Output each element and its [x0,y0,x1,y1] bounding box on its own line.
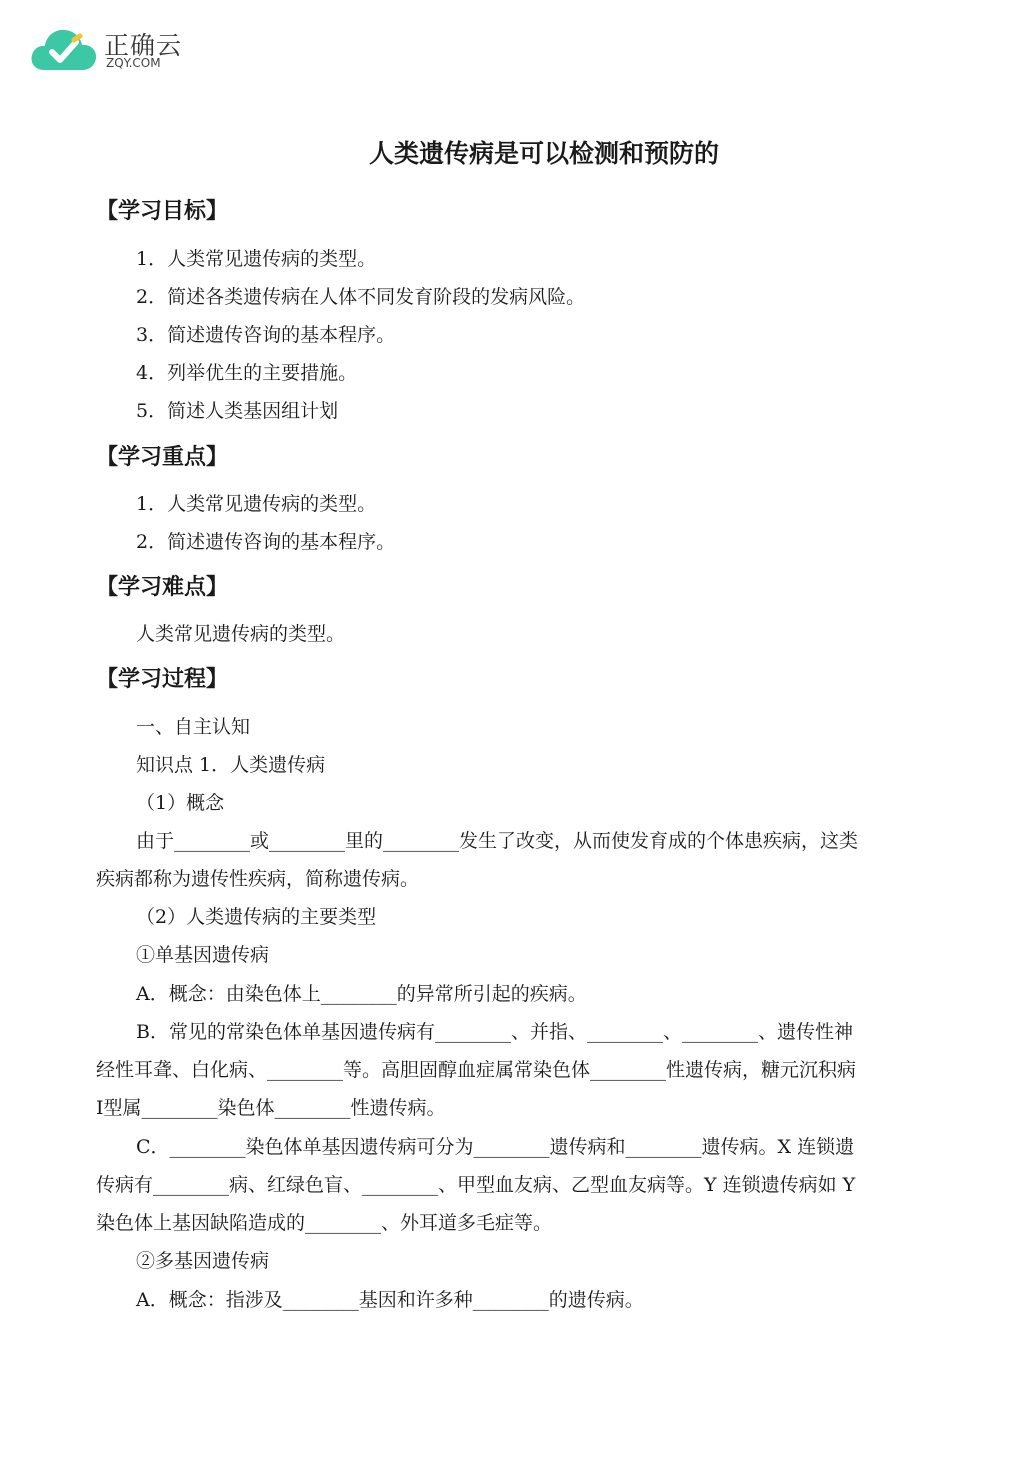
single-gene-b-line: B．常见的常染色体单基因遗传病有________、并指、________、________、遗传性神 [136,1021,853,1043]
section-difficulties: 【学习难点】 [96,575,229,600]
logo-domain: ZQY.COM [106,56,161,70]
logo-name: 正确云 [104,31,183,60]
difficulty-item: 人类常见遗传病的类型。 [136,623,346,645]
types-heading: （2）人类遗传病的主要类型 [136,906,377,928]
part-heading: 一、自主认知 [136,716,251,738]
section-key-points: 【学习重点】 [96,445,229,470]
concept-heading: （1）概念 [136,792,225,814]
objective-item: 3．简述遗传咨询的基本程序。 [136,324,396,346]
key-point-item: 1．人类常见遗传病的类型。 [136,493,377,515]
single-gene-a: A．概念：由染色体上________的异常所引起的疾病。 [136,983,587,1005]
section-objectives: 【学习目标】 [96,199,229,224]
objective-item: 4．列举优生的主要措施。 [136,362,358,384]
key-point-item: 2．简述遗传咨询的基本程序。 [136,531,396,553]
page-title: 人类遗传病是可以检测和预防的 [368,139,719,168]
section-process: 【学习过程】 [96,667,229,692]
single-gene-c-line: C．________染色体单基因遗传病可分为________遗传病和________遗传病。X 连锁遗 [136,1136,855,1158]
single-gene-heading: ①单基因遗传病 [136,944,270,966]
multi-gene-a: A．概念：指涉及________基因和许多种________的遗传病。 [136,1289,644,1311]
objective-item: 1．人类常见遗传病的类型。 [136,248,377,270]
objective-item: 2．简述各类遗传病在人体不同发育阶段的发病风险。 [136,286,586,308]
single-gene-b-line: Ⅰ型属________染色体________性遗传病。 [96,1097,446,1119]
multi-gene-heading: ②多基因遗传病 [136,1250,270,1272]
concept-text-line: 疾病都称为遗传性疾病，简称遗传病。 [96,868,420,890]
objective-item: 5．简述人类基因组计划 [136,400,339,422]
zqy-logo [30,24,183,74]
concept-text-line: 由于________或________里的________发生了改变，从而使发育成的个体患疾病，这类 [136,830,859,852]
single-gene-c-line: 传病有________病、红绿色盲、________、甲型血友病、乙型血友病等。Y 连锁遗传病如 Y [96,1174,856,1196]
single-gene-b-line: 经性耳聋、白化病、________等。高胆固醇血症属常染色体________性遗传病，糖元沉积病 [96,1059,857,1081]
single-gene-c-line: 染色体上基因缺陷造成的________、外耳道多毛症等。 [96,1212,553,1234]
cloud-check-icon [30,26,98,72]
knowledge-point-heading: 知识点 1．人类遗传病 [136,754,326,776]
